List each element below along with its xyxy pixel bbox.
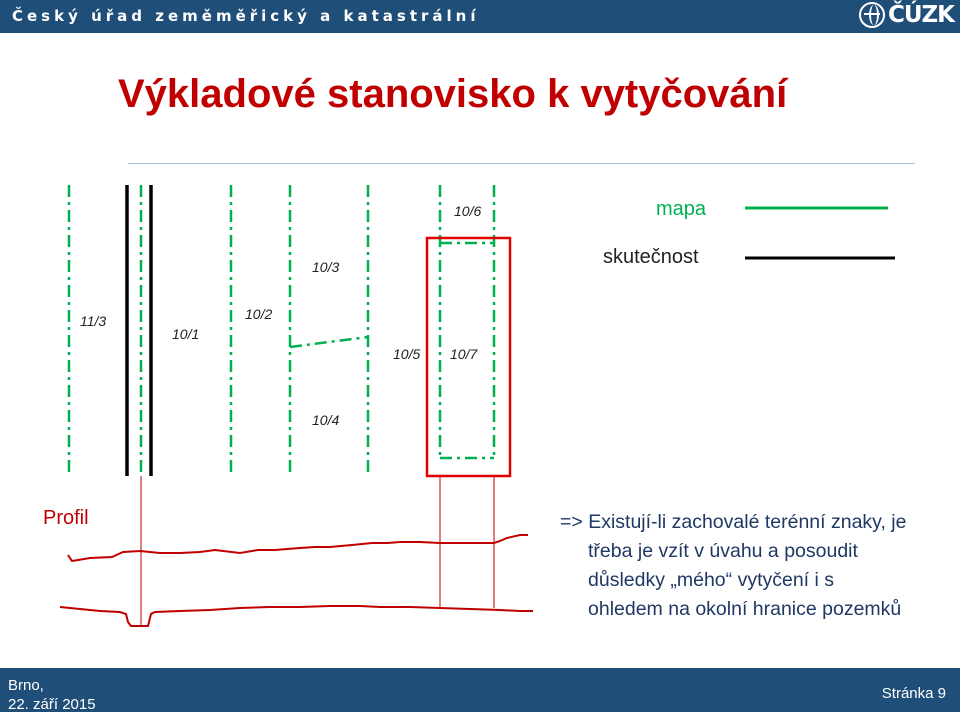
legend-map-label: mapa [656, 198, 707, 220]
footer-city: Brno, [8, 677, 44, 694]
logo-text: ČÚZK [887, 2, 954, 28]
profile-label: Profil [43, 507, 89, 529]
footer-place-date [8, 676, 96, 714]
parcel-label-10-1: 10/1 [172, 326, 200, 342]
note-line-1: => Existují-li zachovalé terénní znaky, je [560, 511, 907, 533]
note-line-2: třeba je vzít v úvahu a posoudit [588, 540, 858, 562]
footer-bar [0, 668, 960, 712]
parcel-label-10-5: 10/5 [393, 346, 421, 362]
agency-name: Český úřad zeměměřický a katastrální [12, 7, 480, 25]
terrain-profile-lower [60, 606, 533, 626]
parcel-label-10-2: 10/2 [245, 306, 273, 322]
footer-date: 22. září 2015 [8, 696, 96, 713]
terrain-profile-upper [68, 535, 528, 561]
note-line-4: ohledem na okolní hranice pozemků [588, 598, 902, 620]
parcel-label-10-3: 10/3 [312, 259, 340, 275]
map-boundary-segment [290, 337, 368, 347]
conclusion-note [560, 508, 950, 624]
note-line-3: důsledky „mého“ vytyčení i s [588, 569, 835, 591]
legend-reality-label: skutečnost [603, 246, 699, 268]
parcel-label-10-7: 10/7 [450, 346, 478, 362]
parcel-label-10-6: 10/6 [454, 203, 482, 219]
parcel-label-10-4: 10/4 [312, 412, 340, 428]
page-number: Stránka 9 [881, 685, 946, 702]
slide-title: Výkladové stanovisko k vytyčování [118, 72, 788, 116]
parcel-label-11-3: 11/3 [80, 313, 107, 329]
